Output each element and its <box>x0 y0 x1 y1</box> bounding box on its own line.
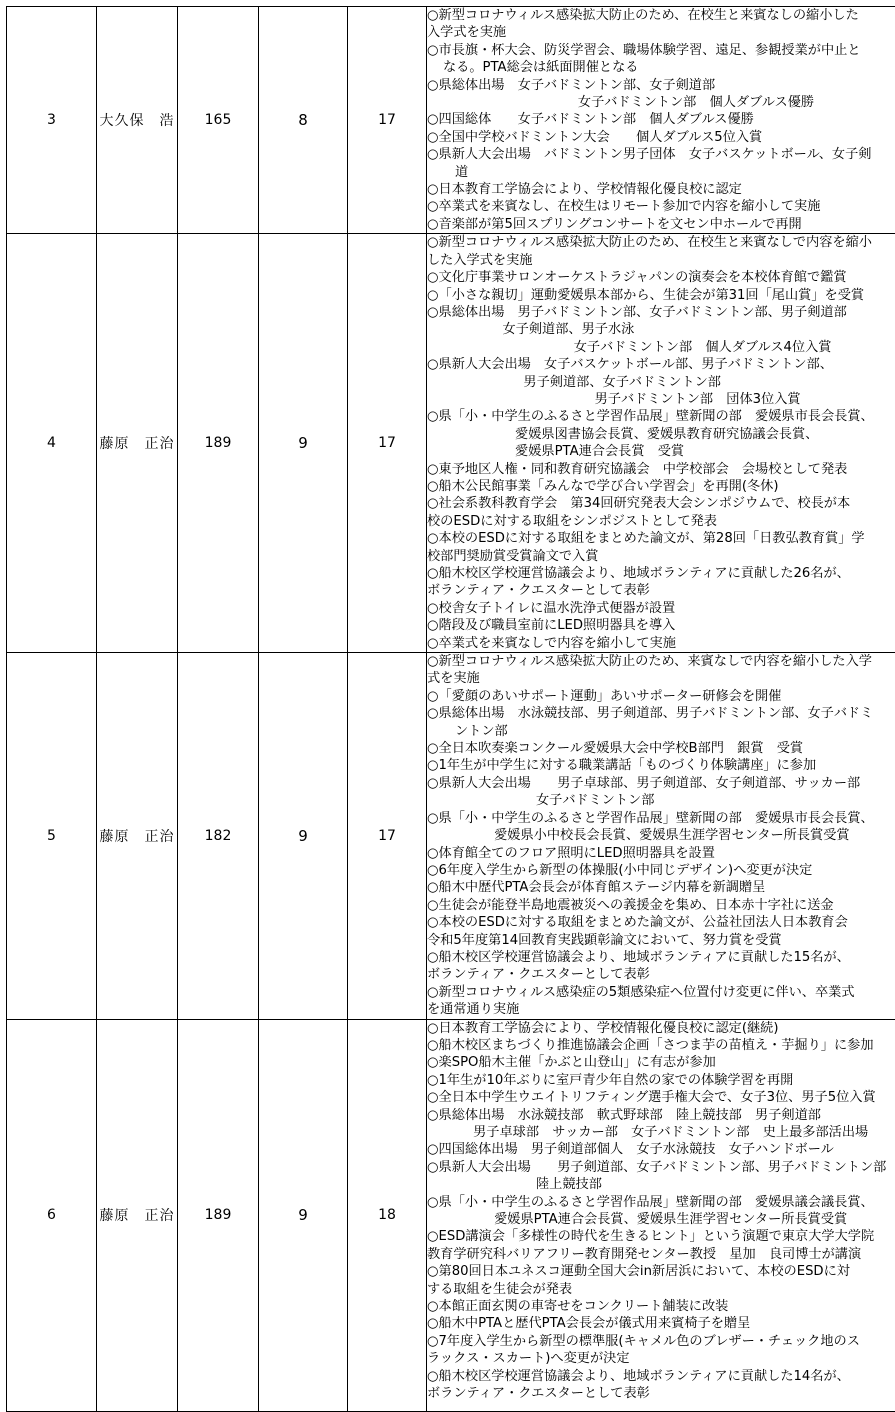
event-line: ○船木中PTAと歴代PTA会長会が儀式用来賓椅子を贈呈 <box>427 1315 895 1332</box>
event-line: 男子剣道部、女子バドミントン部 <box>427 374 895 391</box>
students-cell: 165 <box>178 7 259 234</box>
event-line: ○船木公民館事業「みんなで学び合い学習会」を再開(冬休) <box>427 478 895 495</box>
event-line: 教育学研究科バリアフリー教育開発センター教授 星加 良司博士が講演 <box>427 1246 895 1263</box>
table-row <box>7 653 895 1020</box>
event-line: ○社会系教科教育学会 第34回研究発表大会シンポジウムで、校長が本 <box>427 495 895 512</box>
event-line: ○卒業式を来賓なし、在校生はリモート参加で内容を縮小して実施 <box>427 198 895 215</box>
event-line: 愛媛県図書協会長賞、愛媛県教育研究協議会長賞、 <box>427 426 895 443</box>
events-cell <box>427 234 895 653</box>
events-cell <box>427 653 895 1020</box>
classes-cell: 9 <box>259 1019 348 1411</box>
principal-cell: 藤原 正治 <box>97 234 178 653</box>
event-line: 道 <box>427 164 895 181</box>
event-line: ○本校のESDに対する取組をまとめた論文が、公益社団法人日本教育会 <box>427 914 895 931</box>
event-line: 校のESDに対する取組をシンポジストとして発表 <box>427 513 895 530</box>
event-line: 男子バドミントン部 団体3位入賞 <box>427 391 895 408</box>
event-line: ○階段及び職員室前にLED照明器具を導入 <box>427 617 895 634</box>
event-line: 女子バドミントン部 <box>427 792 895 809</box>
event-line: 女子バドミントン部 個人ダブルス優勝 <box>427 94 895 111</box>
event-line: ○全国中学校バドミントン大会 個人ダブルス5位入賞 <box>427 129 895 146</box>
classes-cell: 8 <box>259 7 348 234</box>
event-line: 校部門奨励賞受賞論文で入賞 <box>427 548 895 565</box>
year-cell: 4 <box>7 234 97 653</box>
event-line: 令和5年度第14回教育実践顕彰論文において、努力賞を受賞 <box>427 932 895 949</box>
staff-cell: 17 <box>348 653 427 1020</box>
event-line: 女子バドミントン部 個人ダブルス4位入賞 <box>427 339 895 356</box>
event-line: ボランティア・クエスターとして表彰 <box>427 1385 895 1402</box>
event-line: ○四国総体 女子バドミントン部 個人ダブルス優勝 <box>427 111 895 128</box>
event-line: ○県総体出場 水泳競技部、男子剣道部、男子バドミントン部、女子バドミ <box>427 705 895 722</box>
event-line: ○日本教育工学協会により、学校情報化優良校に認定 <box>427 181 895 198</box>
event-line: ボランティア・クエスターとして表彰 <box>427 966 895 983</box>
event-line: ○本館正面玄関の車寄せをコンクリート舗装に改装 <box>427 1298 895 1315</box>
event-line: 愛媛県PTA連合会長賞、愛媛県生涯学習センター所長賞受賞 <box>427 1211 895 1228</box>
event-line: ○楽SPO船木主催「かぶと山登山」に有志が参加 <box>427 1054 895 1071</box>
event-line: ○ESD講演会「多様性の時代を生きるヒント」という演題で東京大学大学院 <box>427 1228 895 1245</box>
table-row <box>7 234 895 653</box>
year-cell: 3 <box>7 7 97 234</box>
event-line: ○県新人大会出場 バドミントン男子団体 女子バスケットボール、女子剣 <box>427 146 895 163</box>
event-line: ○四国総体出場 男子剣道部個人 女子水泳競技 女子ハンドボール <box>427 1141 895 1158</box>
event-line: ントン部 <box>427 723 895 740</box>
event-line: ○市長旗・杯大会、防災学習会、職場体験学習、遠足、参観授業が中止と <box>427 42 895 59</box>
year-cell: 6 <box>7 1019 97 1411</box>
event-line: 式を実施 <box>427 670 895 687</box>
staff-cell: 17 <box>348 234 427 653</box>
event-line: ○6年度入学生から新型の体操服(小中同じデザイン)へ変更が決定 <box>427 862 895 879</box>
event-line: ○本校のESDに対する取組をまとめた論文が、第28回「日教弘教育賞」学 <box>427 530 895 547</box>
event-line: ○新型コロナウィルス感染拡大防止のため、在校生と来賓なしの縮小した <box>427 7 895 24</box>
event-line: ○文化庁事業サロンオーケストラジャパンの演奏会を本校体育館で鑑賞 <box>427 269 895 286</box>
event-line: 愛媛県小中校長会長賞、愛媛県生涯学習センター所長賞受賞 <box>427 827 895 844</box>
staff-cell: 18 <box>348 1019 427 1411</box>
event-line: ○県「小・中学生のふるさと学習作品展」壁新聞の部 愛媛県議会議長賞、 <box>427 1194 895 1211</box>
event-line: ○卒業式を来賓なしで内容を縮小して実施 <box>427 635 895 652</box>
staff-cell: 17 <box>348 7 427 234</box>
event-line: ○音楽部が第5回スプリングコンサートを文セン中ホールで再開 <box>427 216 895 233</box>
event-line: ○全日本吹奏楽コンクール愛媛県大会中学校B部門 銀賞 受賞 <box>427 740 895 757</box>
events-cell <box>427 1019 895 1411</box>
event-line: した入学式を実施 <box>427 252 895 269</box>
event-line: なる。PTA総会は紙面開催となる <box>427 59 895 76</box>
event-line: ○県総体出場 水泳競技部 軟式野球部 陸上競技部 男子剣道部 <box>427 1107 895 1124</box>
event-line: ○生徒会が能登半島地震被災への義援金を集め、日本赤十字社に送金 <box>427 897 895 914</box>
classes-cell: 9 <box>259 653 348 1020</box>
event-line: する取組を生徒会が発表 <box>427 1281 895 1298</box>
event-line: ○「愛顔のあいサポート運動」あいサポーター研修会を開催 <box>427 688 895 705</box>
event-line: ○県「小・中学生のふるさと学習作品展」壁新聞の部 愛媛県市長会長賞、 <box>427 408 895 425</box>
event-line: ○船木校区学校運営協議会より、地域ボランティアに貢献した15名が、 <box>427 949 895 966</box>
school-history-table <box>6 6 895 1412</box>
students-cell: 182 <box>178 653 259 1020</box>
event-line: ○県新人大会出場 男子卓球部、男子剣道部、女子剣道部、サッカー部 <box>427 775 895 792</box>
event-line: ○1年生が中学生に対する職業講話「ものづくり体験講座」に参加 <box>427 757 895 774</box>
event-line: ○「小さな親切」運動愛媛県本部から、生徒会が第31回「尾山賞」を受賞 <box>427 287 895 304</box>
event-line: ○新型コロナウィルス感染拡大防止のため、来賓なしで内容を縮小した入学 <box>427 653 895 670</box>
principal-cell: 大久保 浩 <box>97 7 178 234</box>
table-row <box>7 1019 895 1411</box>
principal-cell: 藤原 正治 <box>97 1019 178 1411</box>
event-line: ボランティア・クエスターとして表彰 <box>427 582 895 599</box>
event-line: ○校舎女子トイレに温水洗浄式便器が設置 <box>427 600 895 617</box>
event-line: ○船木校区学校運営協議会より、地域ボランティアに貢献した26名が、 <box>427 565 895 582</box>
event-line: ○県総体出場 女子バドミントン部、女子剣道部 <box>427 77 895 94</box>
event-line: ○県新人大会出場 女子バスケットボール部、男子バドミントン部、 <box>427 356 895 373</box>
table-row <box>7 7 895 234</box>
event-line: ラックス・スカート)へ変更が決定 <box>427 1350 895 1367</box>
event-line: ○県総体出場 男子バドミントン部、女子バドミントン部、男子剣道部 <box>427 304 895 321</box>
event-line: 入学式を実施 <box>427 24 895 41</box>
year-cell: 5 <box>7 653 97 1020</box>
classes-cell: 9 <box>259 234 348 653</box>
event-line: ○第80回日本ユネスコ運動全国大会in新居浜において、本校のESDに対 <box>427 1263 895 1280</box>
event-line: ○船木校区学校運営協議会より、地域ボランティアに貢献した14名が、 <box>427 1368 895 1385</box>
event-line: ○船木中歴代PTA会長会が体育館ステージ内幕を新調贈呈 <box>427 879 895 896</box>
event-line: を通常通り実施 <box>427 1001 895 1018</box>
principal-cell: 藤原 正治 <box>97 653 178 1020</box>
event-line: ○東予地区人権・同和教育研究協議会 中学校部会 会場校として発表 <box>427 461 895 478</box>
event-line: ○県新人大会出場 男子剣道部、女子バドミントン部、男子バドミントン部 <box>427 1159 895 1176</box>
event-line: ○新型コロナウィルス感染症の5類感染症へ位置付け変更に伴い、卒業式 <box>427 984 895 1001</box>
event-line: 愛媛県PTA連合会長賞 受賞 <box>427 443 895 460</box>
event-line: ○船木校区まちづくり推進協議会企画「さつま芋の苗植え・芋掘り」に参加 <box>427 1037 895 1054</box>
event-line: ○1年生が10年ぶりに室戸青少年自然の家での体験学習を再開 <box>427 1072 895 1089</box>
students-cell: 189 <box>178 1019 259 1411</box>
event-line: ○新型コロナウィルス感染拡大防止のため、在校生と来賓なしで内容を縮小 <box>427 234 895 251</box>
event-line: ○日本教育工学協会により、学校情報化優良校に認定(継続) <box>427 1020 895 1037</box>
event-line: ○全日本中学生ウエイトリフティング選手権大会で、女子3位、男子5位入賞 <box>427 1089 895 1106</box>
event-line: ○体育館全てのフロア照明にLED照明器具を設置 <box>427 845 895 862</box>
events-cell <box>427 7 895 234</box>
students-cell: 189 <box>178 234 259 653</box>
event-line: ○県「小・中学生のふるさと学習作品展」壁新聞の部 愛媛県市長会長賞、 <box>427 810 895 827</box>
event-line: 男子卓球部 サッカー部 女子バドミントン部 史上最多部活出場 <box>427 1124 895 1141</box>
event-line: 陸上競技部 <box>427 1176 895 1193</box>
event-line: ○7年度入学生から新型の標準服(キャメル色のブレザー・チェック地のス <box>427 1333 895 1350</box>
event-line: 女子剣道部、男子水泳 <box>427 321 895 338</box>
table-body <box>7 7 895 1412</box>
